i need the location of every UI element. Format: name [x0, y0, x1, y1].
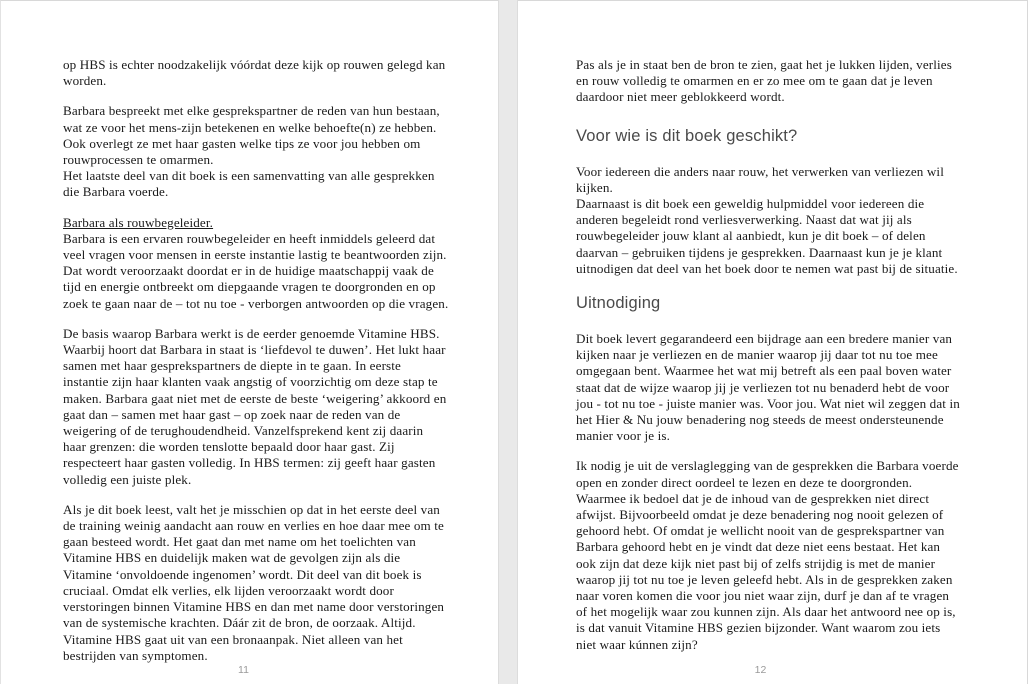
page-left: [0, 0, 498, 684]
page-left-text-column: [63, 57, 449, 678]
paragraph: Dit boek levert gegarandeerd een bijdrage aan een bredere manier van kijken naar je verliezen en de manier waarop jij daar tot nu toe mee omgegaan bent. Waarmee het wat mij betreft als een paal boven water staat dat de wijze waarop jij je verliezen tot nu benaderd hebt de voor jou - tot nu toe - juiste manier was. Voor jou. Wat niet wil zeggen dat in het Hier & Nu jouw benadering nog steeds de meest ondersteunende manier voor je is.: [576, 331, 960, 444]
paragraph: De basis waarop Barbara werkt is de eerder genoemde Vitamine HBS. Waarbij hoort dat Barbara in staat is ‘liefdevol te duwen’. Het lukt haar samen met haar gesprekspartners de diepte in te gaan. In eerste instantie zijn haar klanten vaak angstig of voorzichtig om deze stap te maken. Barbara gaat niet met de eerste de beste ‘weigering’ akkoord en gaat dan – samen met haar gast – op zoek naar de reden van de weigering of de terughoudendheid. Vanzelfsprekend kent zij daarin haar grenzen: die worden tenslotte bepaald door haar gast. Zij respecteert haar gasten volledig. In HBS termen: zij geeft haar gasten volledig een juiste plek.: [63, 325, 447, 487]
page-right: [518, 0, 1028, 684]
paragraph: op HBS is echter noodzakelijk vóórdat deze kijk op rouwen gelegd kan worden.: [63, 57, 446, 89]
page-number-right: 12: [754, 664, 767, 676]
paragraph: Barbara bespreekt met elke gesprekspartner de reden van hun bestaan, wat ze voor het mens-zijn betekenen en welke behoefte(n) ze hebben. Ook overlegt ze met haar gasten welke tips ze voor jou hebben om rouwprocessen te omarmen.: [63, 103, 440, 168]
page-number-left: 11: [238, 664, 249, 676]
page-gutter: [498, 0, 518, 684]
paragraph: Het laatste deel van dit boek is een samenvatting van alle gesprekken die Barbara voerde.: [63, 168, 435, 200]
paragraph: Ik nodig je uit de verslaglegging van de gesprekken die Barbara voerde open en zonder direct oordeel te lezen en deze te doorgronden. Waarmee ik bedoel dat je de inhoud van de gesprekken niet direct afwijst. Bijvoorbeeld omdat je deze benadering nog nooit gelezen of gehoord hebt. Of omdat je wellicht nooit van de gesprekspartner van Barbara gehoord hebt en je vindt dat deze niet eens bestaat. Het kan ook zijn dat deze kijk niet past bij of zelfs strijdig is met de manier waarop jij tot nu toe je leven geleefd hebt. Als in de gesprekken zaken naar voren komen die voor jou niet waar zijn, durf je dan af te vragen of het mogelijk waar zou kunnen zijn. Als daar het antwoord nee op is, is dat vanuit Vitamine HBS gezien bijzonder. Want waarom zou iets niet waar kúnnen zijn?: [576, 458, 959, 652]
paragraph: Daarnaast is dit boek een geweldig hulpmiddel voor iedereen die anderen begeleidt rond verliesverwerking. Naast dat wat jij als rouwbegeleider jouw klant al aanbiedt, kun je dit boek – of delen daarvan – gebruiken tijdens je gesprekken. Daarnaast kun je je klant uitnodigen dat deel van het boek door te nemen wat past bij de situatie.: [576, 196, 958, 276]
paragraph: Als je dit boek leest, valt het je misschien op dat in het eerste deel van de training weinig aandacht aan rouw en verlies en hoe daar mee om te gaan besteed wordt. Het gaat dan met name om het toelichten van Vitamine HBS en duidelijk maken wat de gevolgen zijn als die Vitamine ‘onvoldoende ingenomen’ wordt. Dit deel van dit boek is cruciaal. Omdat elk verlies, elk lijden veroorzaakt wordt door verstoringen binnen Vitamine HBS en dan met name door verstoringen van de systemische krachten. Dáár zit de bron, de oorzaak. Altijd. Vitamine HBS gaat uit van een bronaanpak. Niet alleen van het bestrijden van symptomen.: [63, 501, 445, 663]
paragraph: Pas als je in staat ben de bron te zien, gaat het je lukken lijden, verlies en rouw volledig te omarmen en er zo mee om te gaan dat je leven daardoor niet meer geblokkeerd wordt.: [576, 57, 952, 105]
heading-voor-wie-is-dit-boek-geschikt: Voor wie is dit boek geschikt?: [576, 126, 798, 145]
page-right-text-column: [576, 57, 962, 667]
paragraph: Barbara is een ervaren rouwbegeleider en heeft inmiddels geleerd dat veel vragen voor mensen in eerste instantie lastig te beantwoorden zijn. Dat wordt veroorzaakt doordat er in de huidige maatschappij vaak de tijd en energie ontbreekt om diepgaande vragen te doorgronden en op zoek te gaan naar de – tot nu toe - verborgen antwoorden op die vragen.: [63, 230, 449, 311]
subheading-barbara-als-rouwbegeleider: Barbara als rouwbegeleider.: [63, 214, 214, 230]
heading-uitnodiging: Uitnodiging: [576, 294, 661, 313]
paragraph: Voor iedereen die anders naar rouw, het verwerken van verliezen wil kijken.: [576, 163, 944, 195]
